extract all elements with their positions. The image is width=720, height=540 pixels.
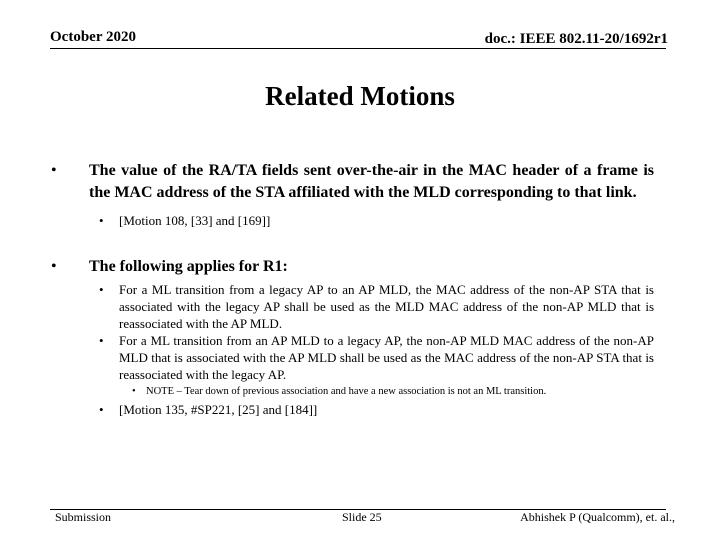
bullet-1-sub-1: • [Motion 108, [33] and [169]] <box>99 213 271 228</box>
bullet-dot-icon: • <box>132 386 136 397</box>
header-rule <box>50 48 666 49</box>
bullet-1 <box>50 160 654 204</box>
slide-title: Related Motions <box>265 81 455 111</box>
header-date: October 2020 <box>50 29 136 45</box>
bullet-2-sub-1: • For a ML transition from a legacy AP to an AP MLD, the MAC address of the non-AP STA that is associated with the legacy AP shall be used as the MLD MAC address of the non-AP MLD that is reassociated with the AP MLD. <box>99 282 654 331</box>
header-doc-id: doc.: IEEE 802.11-20/1692r1 <box>484 31 668 47</box>
bullet-2-sub-3: • [Motion 135, #SP221, [25] and [184]] <box>99 402 318 417</box>
bullet-2-sub-2: • For a ML transition from an AP MLD to a legacy AP, the non-AP MLD MAC address of the non-AP MLD that is associated with the AP MLD shall be used as the MAC address of the non-AP STA that is reassociated with the legacy AP. <box>99 333 654 382</box>
bullet-dot-icon: • <box>99 282 104 297</box>
bullet-1-text: The value of the RA/TA fields sent over-the-air in the MAC header of a frame is the MAC address of the STA affiliated with the MLD corresponding to that link. <box>89 162 654 201</box>
bullet-dot-icon: • <box>51 258 57 275</box>
bullet-dot-icon: • <box>99 213 104 228</box>
footer-author: Abhishek P (Qualcomm), et. al., <box>520 510 675 524</box>
footer-submission: Submission <box>55 510 112 524</box>
bullet-2 <box>50 256 654 278</box>
slide-content <box>50 160 654 418</box>
footer-slide-number: Slide 25 <box>342 510 382 524</box>
bullet-2-text: The following applies for R1: <box>89 258 288 275</box>
bullet-dot-icon: • <box>99 333 104 348</box>
bullet-2-note: • NOTE – Tear down of previous association and have a new association is not an ML transition. <box>132 386 547 397</box>
bullet-dot-icon: • <box>99 402 104 417</box>
bullet-dot-icon: • <box>51 162 57 179</box>
